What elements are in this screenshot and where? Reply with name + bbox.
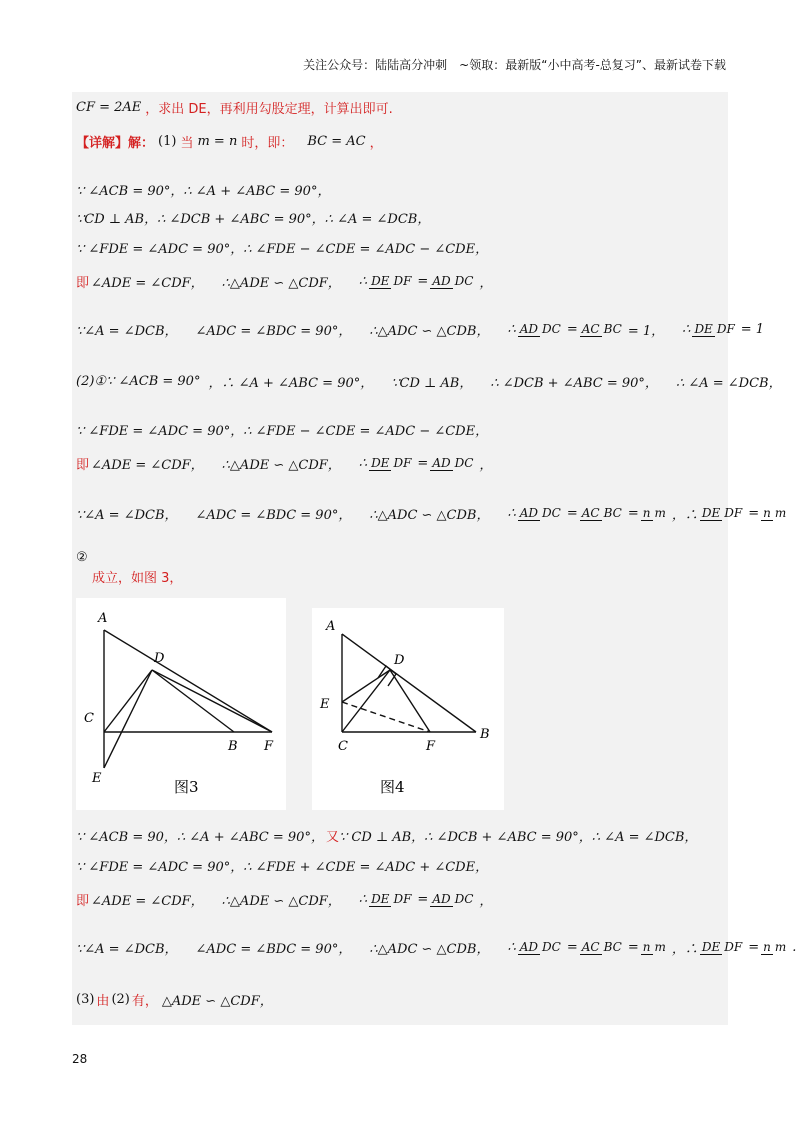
- formula: ，∴ ∠A + ∠ABC = 90°，: [208, 376, 374, 391]
- circled-two: ②: [76, 550, 88, 565]
- text: ，: [369, 136, 383, 151]
- line-11: ∵∠A = ∠DCB， ∠ADC = ∠BDC = 90°， ∴△ADC ∽ △CDB， ∴ AD DC = AC BC = n m ，∴ DE DF = n m: [76, 506, 787, 523]
- label-C: C: [338, 739, 348, 754]
- fraction: DE DF: [701, 506, 743, 520]
- label-E: E: [320, 697, 330, 712]
- formula: ∴△ADC ∽ △CDB，: [369, 324, 490, 339]
- fraction: n m: [642, 506, 666, 520]
- therefore: ∴: [507, 322, 516, 337]
- fraction: DE DF: [371, 892, 412, 906]
- text: 即: [76, 458, 90, 473]
- label-E: E: [92, 771, 102, 786]
- label-D: D: [154, 651, 165, 666]
- equals: =: [417, 274, 429, 289]
- solution-content: [72, 92, 797, 1025]
- fraction: AC BC: [581, 506, 622, 520]
- figure-caption: 图4: [380, 778, 405, 796]
- line-3: [76, 180, 330, 199]
- text: 即: [76, 894, 90, 909]
- fraction: AD DC: [432, 456, 474, 470]
- text: ，: [479, 458, 493, 473]
- label-F: F: [264, 739, 274, 754]
- part-number: (2): [111, 992, 130, 1007]
- formula: ∴△ADE ∽ △CDF，: [221, 458, 341, 473]
- therefore: ∴: [358, 456, 368, 471]
- detail-tag: 【详解】解：: [76, 136, 155, 151]
- line-13: [76, 826, 697, 845]
- text: 又: [325, 830, 339, 845]
- part-number: (3): [76, 992, 95, 1007]
- therefore: ∴: [507, 940, 516, 955]
- fraction: AD DC: [519, 322, 561, 336]
- line-9: [76, 420, 488, 439]
- formula: ∠ADC = ∠BDC = 90°，: [195, 324, 352, 339]
- formula: ∠ADC = ∠BDC = 90°，: [195, 508, 352, 523]
- line-10: 即 ∠ADE = ∠CDF， ∴△ADE ∽ △CDF， ∴ DE DF = AD DC ，: [76, 456, 493, 473]
- line-4: [76, 208, 430, 227]
- formula: ∴ ∠A = ∠DCB，: [675, 376, 782, 391]
- formula: ∵∠A = ∠DCB，: [76, 942, 178, 957]
- formula: ∴△ADE ∽ △CDF，: [221, 276, 341, 291]
- text: ，: [479, 894, 493, 909]
- line-6: [76, 272, 492, 291]
- fraction: AD DC: [432, 274, 474, 288]
- label-B: B: [480, 727, 490, 742]
- figure-4: [312, 608, 504, 810]
- figure-caption: 图3: [174, 778, 199, 796]
- formula: = 1: [740, 322, 765, 337]
- fraction: DE DF: [701, 940, 743, 954]
- fraction: AD DC: [519, 940, 561, 954]
- formula: △ADE ∽ △CDF，: [161, 994, 273, 1009]
- page-header: 关注公众号：陆陆高分冲刺 ~领取：最新版“小中高考-总复习”、最新试卷下载: [303, 58, 726, 72]
- formula: ∵ ∠FDE = ∠ADC = 90°，∴ ∠FDE − ∠CDE = ∠ADC − ∠CDE，: [76, 424, 489, 439]
- text: 有，: [131, 994, 158, 1009]
- formula: ∵ ∠FDE = ∠ADC = 90°，∴ ∠FDE + ∠CDE = ∠ADC + ∠CDE，: [76, 860, 489, 875]
- fraction: n m: [763, 940, 787, 954]
- text: 成立，如图 3，: [92, 571, 183, 586]
- formula: ∵ ∠FDE = ∠ADC = 90°，∴ ∠FDE − ∠CDE = ∠ADC − ∠CDE，: [76, 242, 489, 257]
- formula: = 1，: [627, 324, 665, 339]
- line-5: [76, 238, 488, 257]
- line-15: 即 ∠ADE = ∠CDF， ∴△ADE ∽ △CDF， ∴ DE DF = AD DC ，: [76, 892, 493, 909]
- formula: ∵∠A = ∠DCB，: [76, 508, 178, 523]
- therefore: ∴: [358, 274, 368, 289]
- formula: ∠ADE = ∠CDF，: [91, 458, 204, 473]
- fraction: DE DF: [371, 274, 412, 288]
- formula: ∴△ADC ∽ △CDB，: [369, 508, 490, 523]
- fraction: AC BC: [581, 322, 622, 336]
- line-14: [76, 856, 488, 875]
- therefore: ∴: [507, 506, 516, 521]
- therefore: ∴: [682, 322, 691, 337]
- fraction: DE DF: [371, 456, 412, 470]
- label-F: F: [426, 739, 436, 754]
- formula: ∴△ADC ∽ △CDB，: [369, 942, 490, 957]
- part-number: (1): [158, 134, 177, 149]
- text: ，: [479, 276, 493, 291]
- line-2: [76, 132, 383, 151]
- formula: BC = AC: [307, 134, 366, 149]
- therefore: ∴: [358, 892, 368, 907]
- label-D: D: [394, 653, 405, 668]
- text: 由: [96, 994, 110, 1009]
- line-16: ∵∠A = ∠DCB， ∠ADC = ∠BDC = 90°， ∴△ADC ∽ △CDB， ∴ AD DC = AC BC = n m ，∴ DE DF = n m .: [76, 940, 797, 957]
- formula: ∵ CD ⊥ AB，∴ ∠DCB + ∠ABC = 90°，∴ ∠A = ∠DCB，: [338, 830, 698, 845]
- fraction: AD DC: [519, 506, 561, 520]
- line-17: [76, 990, 273, 1009]
- formula: ∵ ∠ACB = 90，∴ ∠A + ∠ABC = 90°，: [76, 830, 324, 845]
- formula: (2)①∵ ∠ACB = 90°: [76, 374, 201, 389]
- formula: ∴△ADE ∽ △CDF，: [221, 894, 341, 909]
- formula: ∵∠A = ∠DCB，: [76, 324, 178, 339]
- figure-4-svg: [312, 608, 504, 810]
- fraction: n m: [763, 506, 787, 520]
- formula: m = n: [197, 134, 238, 149]
- line-7: ∵∠A = ∠DCB， ∠ADC = ∠BDC = 90°， ∴△ADC ∽ △CDB， ∴ AD DC = AC BC = 1， ∴ DE DF = 1: [76, 322, 765, 339]
- figure-3: [76, 598, 286, 810]
- line-1: [76, 98, 393, 117]
- text: .: [792, 940, 797, 955]
- therefore: ，∴: [671, 508, 698, 523]
- formula: ∠ADC = ∠BDC = 90°，: [195, 942, 352, 957]
- line-12: [76, 550, 182, 586]
- fraction: DE DF: [694, 322, 735, 336]
- label-A: A: [98, 611, 108, 626]
- formula: CF = 2AE: [76, 100, 142, 115]
- line-8: [76, 372, 782, 391]
- formula: ∴ ∠DCB + ∠ABC = 90°，: [490, 376, 658, 391]
- text: 当: [180, 136, 194, 151]
- formula: ∵CD ⊥ AB，: [391, 376, 473, 391]
- label-A: A: [326, 619, 336, 634]
- fraction: AC BC: [581, 940, 622, 954]
- formula: ∵ ∠ACB = 90°，∴ ∠A + ∠ABC = 90°，: [76, 184, 331, 199]
- formula: ∵CD ⊥ AB，∴ ∠DCB + ∠ABC = 90°，∴ ∠A = ∠DCB，: [76, 212, 431, 227]
- fraction: n m: [642, 940, 666, 954]
- label-B: B: [228, 739, 238, 754]
- formula: ∠ADE = ∠CDF，: [91, 276, 204, 291]
- therefore: ，∴: [671, 942, 698, 957]
- fraction: AD DC: [432, 892, 474, 906]
- hint-text: ，求出 DE，再利用勾股定理，计算出即可.: [145, 102, 393, 117]
- text: 即: [76, 276, 90, 291]
- formula: ∠ADE = ∠CDF，: [91, 894, 204, 909]
- figure-3-svg: [76, 598, 286, 810]
- label-C: C: [84, 711, 94, 726]
- page-number: 28: [72, 1052, 88, 1066]
- text: 时，即：: [241, 136, 294, 151]
